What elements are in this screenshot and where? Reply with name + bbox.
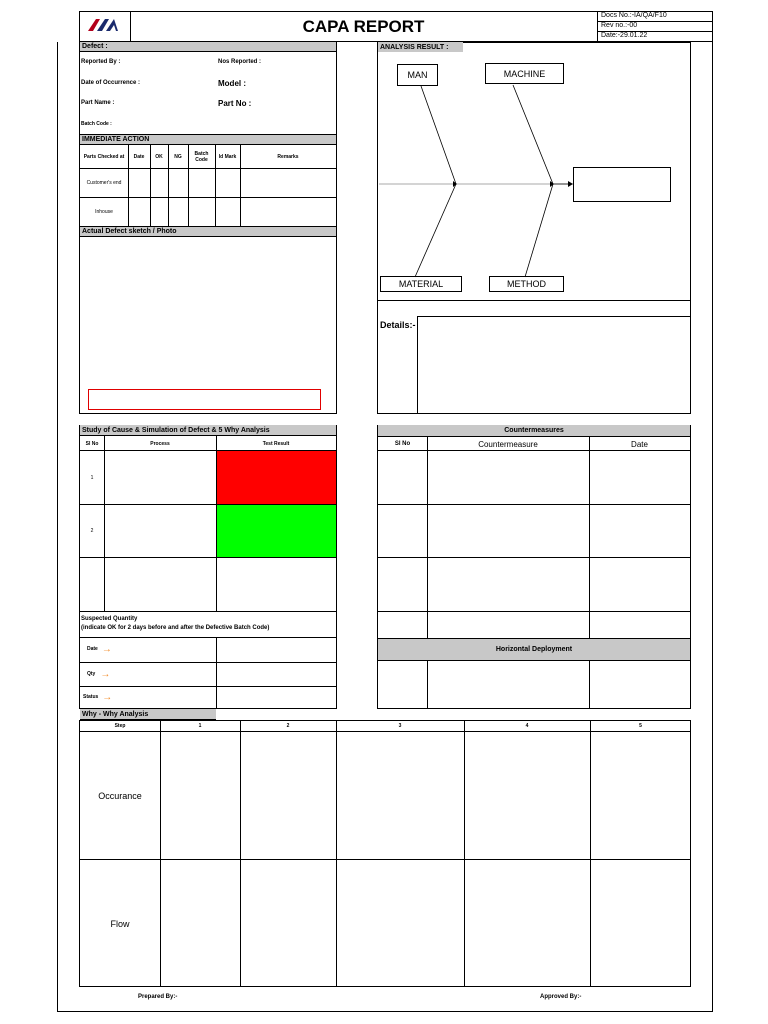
- page-title: CAPA REPORT: [302, 16, 425, 36]
- study-col-process: Process: [150, 440, 170, 447]
- date-of-occurrence-label: Date of Occurrence :: [81, 80, 141, 86]
- study-heading: Study of Cause & Simulation of Defect & 5 Why Analysis: [80, 425, 336, 436]
- suspected-row-qty: [87, 667, 110, 681]
- col-ng: NG: [174, 153, 182, 160]
- countermeasures-heading: Countermeasures: [378, 425, 690, 437]
- cm-col-slno: Sl No: [394, 441, 411, 447]
- arrow-icon: →: [100, 668, 111, 680]
- sketch-heading: Actual Defect sketch / Photo: [80, 226, 336, 237]
- method-box: METHOD: [489, 276, 564, 292]
- horizontal-deployment-heading: Horizontal Deployment: [378, 638, 690, 661]
- col-id-mark: Id Mark: [218, 153, 237, 160]
- study-row-3-slno: [80, 558, 104, 611]
- reported-by-label: Reported By :: [81, 59, 121, 65]
- why-row-occurance: Occurance: [98, 790, 142, 801]
- arrow-icon: →: [102, 691, 113, 703]
- cm-col-countermeasure: Countermeasure: [478, 439, 538, 449]
- details-box[interactable]: [417, 316, 691, 414]
- col-remarks: Remarks: [277, 153, 299, 160]
- test-result-ok: [217, 505, 336, 557]
- material-box: MATERIAL: [380, 276, 462, 292]
- why-col-3: 3: [398, 723, 402, 729]
- effect-box[interactable]: [573, 167, 671, 202]
- why-col-1: 1: [198, 723, 202, 729]
- study-row-2-slno: 2: [90, 528, 94, 534]
- suspected-row-date: [87, 642, 112, 656]
- suspected-quantity-title: Suspected Quantity: [81, 616, 138, 622]
- part-no-label: Part No :: [218, 99, 252, 108]
- why-row-flow: Flow: [110, 918, 130, 929]
- part-name-label: Part Name :: [81, 100, 115, 106]
- immediate-action-heading: IMMEDIATE ACTION: [80, 134, 336, 145]
- why-col-4: 4: [525, 723, 529, 729]
- col-batch-code: Batch Code: [194, 150, 209, 163]
- study-col-slno: Sl No: [85, 440, 99, 447]
- suspected-quantity-note: (indicate OK for 2 days before and after the Defective Batch Code): [81, 625, 270, 631]
- study-col-test-result: Test Result: [262, 440, 290, 447]
- revision-number: Rev no.:-00: [601, 22, 638, 29]
- why-col-5: 5: [639, 723, 642, 729]
- suspected-status-label: Status: [83, 694, 99, 700]
- batch-code-label: Batch Code :: [81, 121, 112, 127]
- logo: [86, 15, 120, 33]
- model-label: Model :: [218, 79, 246, 88]
- col-ok: OK: [155, 153, 163, 160]
- arrow-icon: →: [101, 643, 112, 655]
- doc-number: Docs No.:-IA/QA/F10: [601, 12, 667, 19]
- machine-box: MACHINE: [485, 63, 564, 84]
- why-col-2: 2: [286, 723, 290, 729]
- suspected-qty-label: Qty: [87, 671, 96, 677]
- cm-col-date: Date: [631, 439, 648, 449]
- col-parts-checked: Parts Checked at: [83, 153, 125, 160]
- countermeasures-section: [377, 425, 691, 709]
- nos-reported-label: Nos Reported :: [218, 59, 262, 65]
- study-row-1-slno: 1: [90, 474, 94, 481]
- analysis-heading: ANALYSIS RESULT :: [378, 42, 463, 52]
- defect-heading: Defect :: [80, 42, 336, 52]
- row-customers-end: Customer's end: [86, 179, 122, 186]
- man-box: MAN: [397, 64, 438, 86]
- test-result-ng: [217, 451, 336, 504]
- sketch-input-box[interactable]: [88, 389, 321, 410]
- approved-by-label: Approved By:-: [540, 994, 582, 1000]
- col-date: Date: [133, 153, 145, 160]
- why-col-step: Step: [114, 723, 126, 729]
- prepared-by-label: Prepared By:-: [138, 994, 178, 1000]
- doc-date: Date:-29.01.22: [601, 32, 648, 39]
- suspected-row-status: [83, 690, 112, 704]
- why-table: [79, 720, 691, 987]
- details-label: Details:-: [380, 320, 416, 330]
- row-inhouse: Inhouse: [95, 208, 113, 215]
- suspected-date-label: Date: [87, 646, 98, 652]
- why-heading: Why - Why Analysis: [80, 709, 216, 720]
